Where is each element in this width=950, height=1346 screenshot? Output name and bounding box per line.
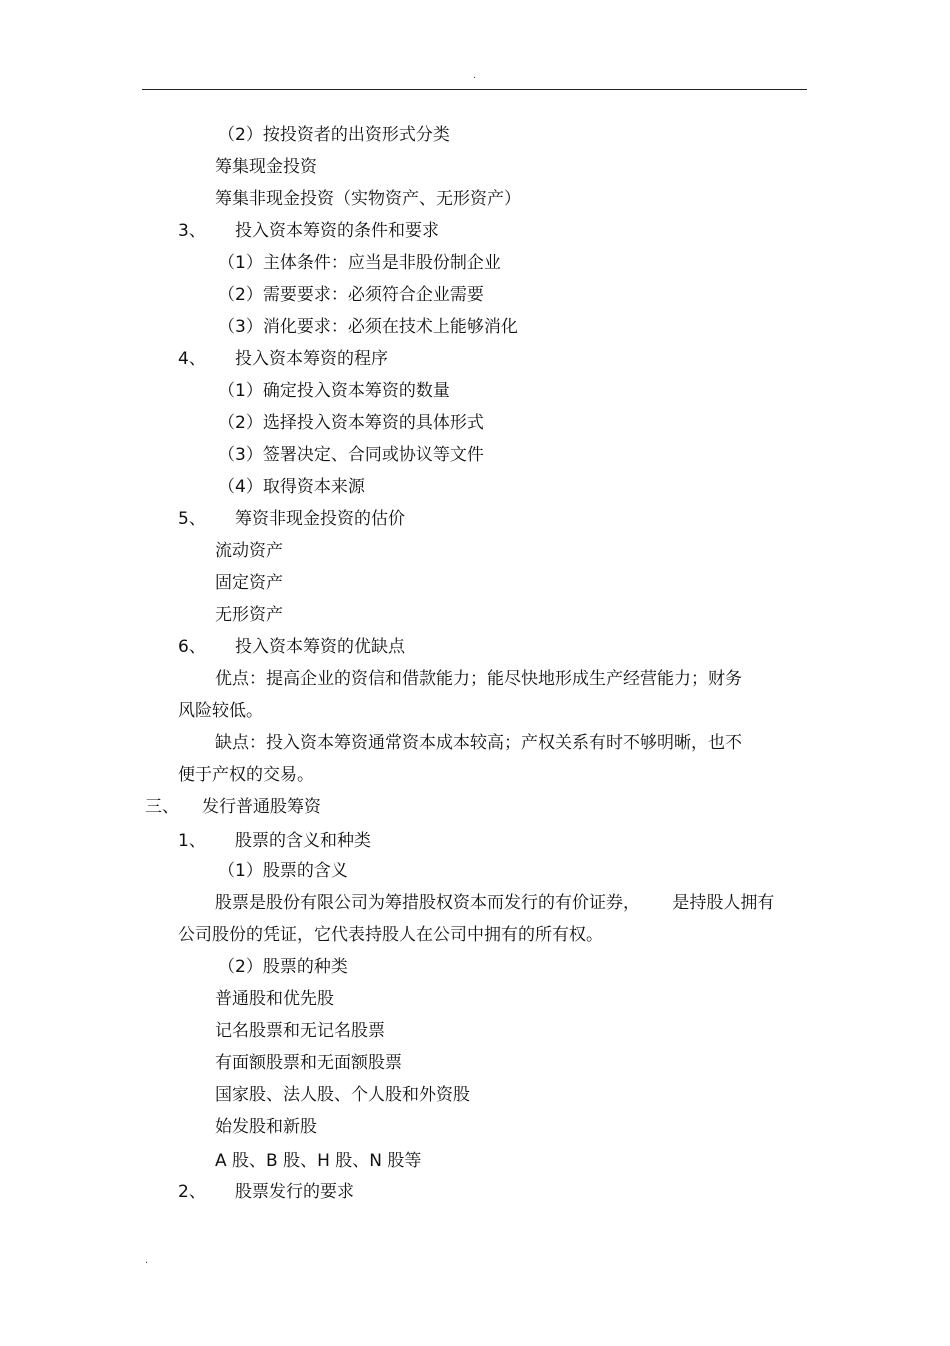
text-line: （3）消化要求：必须在技术上能够消化 [218, 317, 518, 337]
text-line: （1）股票的含义 [218, 861, 348, 881]
text-line: 便于产权的交易。 [178, 765, 314, 785]
section-number: 1、 [178, 831, 206, 851]
section-heading: 股票的含义和种类 [235, 831, 371, 851]
section-number: 6、 [178, 637, 206, 657]
section-number: 4、 [178, 349, 206, 369]
text-line: 优点：提高企业的资信和借款能力；能尽快地形成生产经营能力；财务 [215, 669, 742, 689]
footer-mark: . [145, 1255, 149, 1266]
section-heading: 投入资本筹资的程序 [235, 349, 388, 369]
section-number: 3、 [178, 221, 206, 241]
text-line: （2）按投资者的出资形式分类 [218, 125, 450, 145]
text-line: 固定资产 [215, 573, 283, 593]
text-line: （3）签署决定、合同或协议等文件 [218, 445, 484, 465]
text-line: 普通股和优先股 [215, 989, 334, 1009]
text-line: 筹集现金投资 [215, 157, 317, 177]
text-line: 公司股份的凭证，它代表持股人在公司中拥有的所有权。 [178, 925, 603, 945]
section-heading: 投入资本筹资的优缺点 [235, 637, 405, 657]
text-line: 筹集非现金投资（实物资产、无形资产） [215, 189, 521, 209]
header-rule [142, 89, 807, 90]
text-line: 国家股、法人股、个人股和外资股 [215, 1085, 470, 1105]
text-line: （2）需要要求：必须符合企业需要 [218, 285, 484, 305]
text-line: 始发股和新股 [215, 1117, 317, 1137]
text-line: 无形资产 [215, 605, 283, 625]
text-line: 记名股票和无记名股票 [215, 1021, 385, 1041]
text-line: （4）取得资本来源 [218, 477, 365, 497]
text-line: 有面额股票和无面额股票 [215, 1053, 402, 1073]
text-line: 股票是股份有限公司为筹措股权资本而发行的有价证券， 是持股人拥有 [215, 893, 775, 913]
text-line: （2）股票的种类 [218, 957, 348, 977]
section-heading: 股票发行的要求 [235, 1182, 354, 1202]
chapter-number: 三、 [145, 797, 179, 817]
text-line: （1）主体条件：应当是非股份制企业 [218, 253, 501, 273]
text-line: 流动资产 [215, 541, 283, 561]
text-line: 缺点：投入资本筹资通常资本成本较高；产权关系有时不够明晰，也不 [215, 733, 742, 753]
text-line: （1）确定投入资本筹资的数量 [218, 381, 450, 401]
text-line: 风险较低。 [178, 701, 263, 721]
section-number: 2、 [178, 1182, 206, 1202]
text-line: （2）选择投入资本筹资的具体形式 [218, 413, 484, 433]
section-number: 5、 [178, 509, 206, 529]
text-line: A 股、B 股、H 股、N 股等 [215, 1151, 422, 1171]
chapter-heading: 发行普通股筹资 [202, 797, 321, 817]
section-heading: 筹资非现金投资的估价 [235, 509, 405, 529]
header-mark: . [473, 70, 477, 81]
section-heading: 投入资本筹资的条件和要求 [235, 221, 439, 241]
